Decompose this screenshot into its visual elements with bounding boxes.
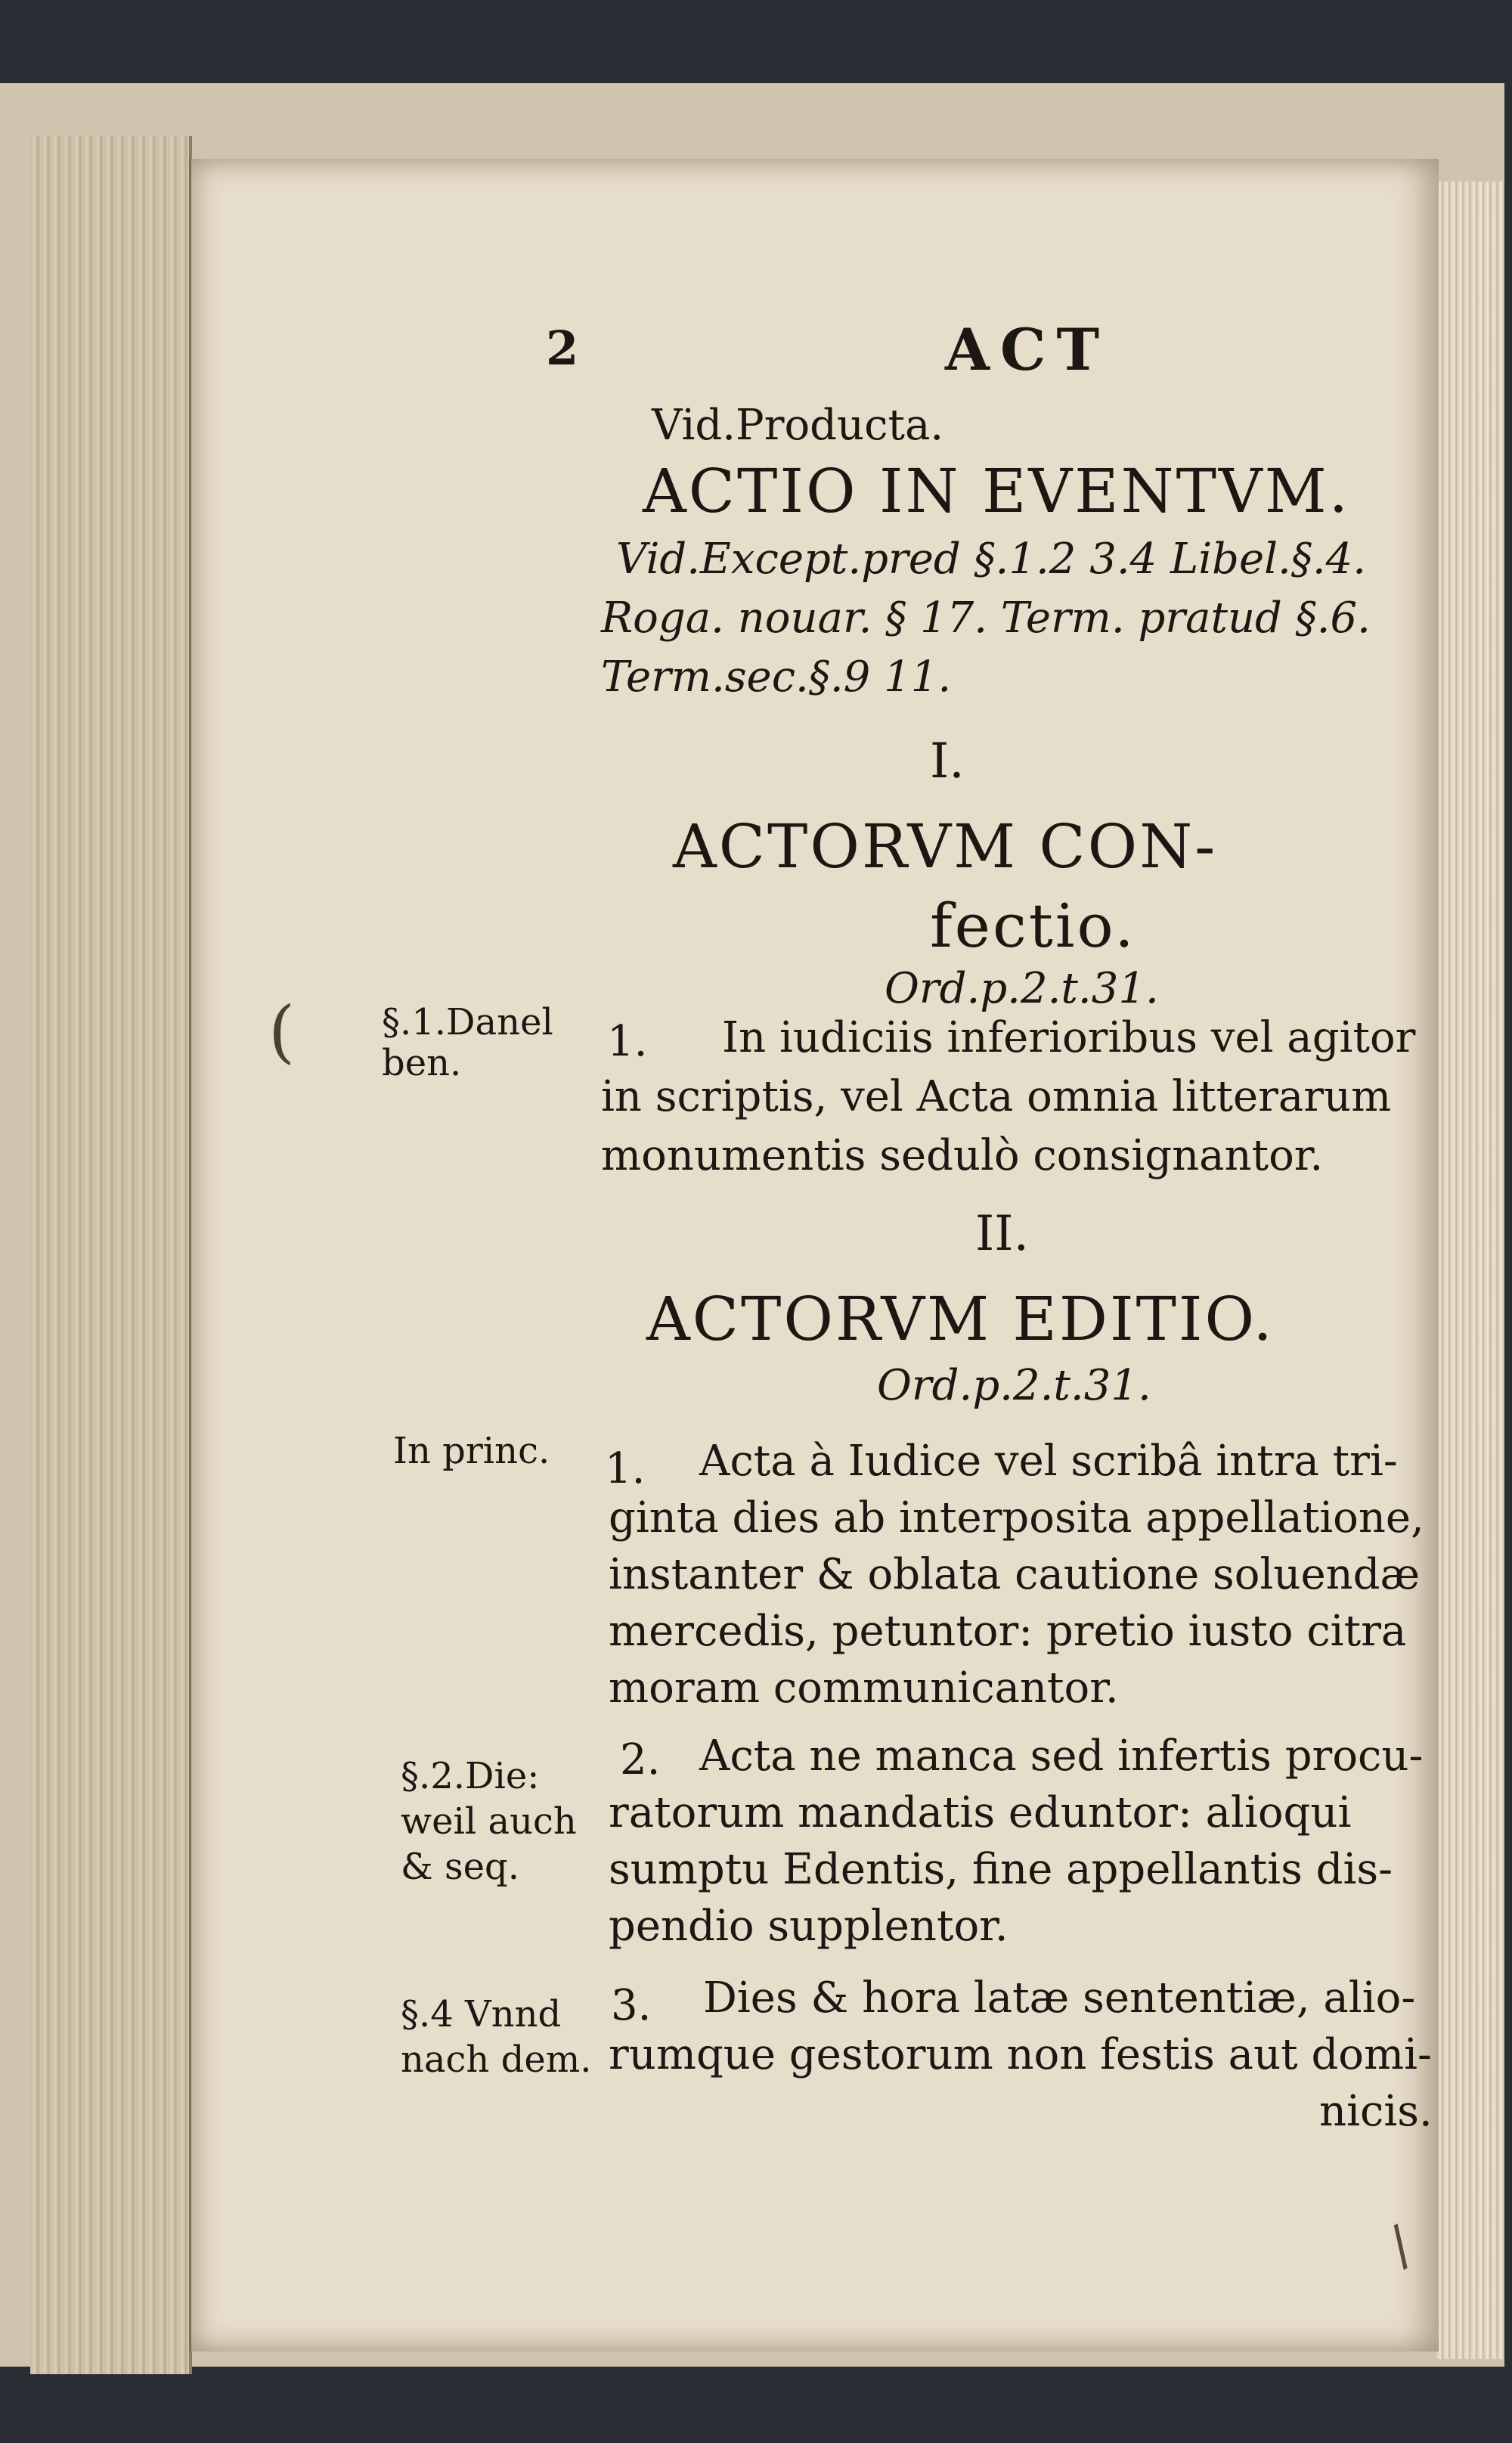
margin-note: weil auch: [401, 1800, 577, 1843]
section-heading: ACTORVM EDITIO.: [646, 1284, 1275, 1354]
ordinance-reference: Ord.p.2.t.31.: [885, 964, 1159, 1013]
cross-reference-line: Vid.Except.pred §.1.2 3.4 Libel.§.4.: [616, 535, 1367, 584]
section-heading: ACTORVM CON-: [673, 811, 1218, 882]
section-heading: fectio.: [930, 891, 1136, 961]
text-line: Acta ne manca sed infertis procu-: [699, 1731, 1424, 1781]
text-line: Acta à Iudice vel scribâ intra tri-: [699, 1437, 1398, 1486]
text-line: nicis.: [1319, 2087, 1433, 2136]
section-numeral: II.: [975, 1206, 1029, 1262]
item-number: 3.: [611, 1981, 652, 2030]
text-line: pendio supplentor.: [609, 1902, 1009, 1951]
running-head: ACT: [945, 316, 1111, 383]
text-line: monumentis sedulò consignantor.: [601, 1131, 1324, 1180]
margin-note: In princ.: [393, 1430, 550, 1472]
cross-reference-line: Term.sec.§.9 11.: [601, 653, 952, 702]
text-line: In iudiciis inferioribus vel agitor: [722, 1013, 1416, 1062]
text-line: ratorum mandatis eduntor: alioqui: [609, 1788, 1352, 1837]
item-number: 1.: [605, 1444, 646, 1493]
text-line: in scriptis, vel Acta omnia litterarum: [601, 1072, 1392, 1121]
cross-reference: Vid.Producta.: [652, 401, 944, 450]
item-number: 1.: [607, 1017, 648, 1066]
corner-mark: /: [1377, 2214, 1424, 2277]
text-line: mercedis, petuntor: pretio iusto citra: [609, 1607, 1407, 1656]
ordinance-reference: Ord.p.2.t.31.: [877, 1361, 1151, 1410]
margin-note: & seq.: [401, 1846, 520, 1888]
heading-actio: ACTIO IN EVENTVM.: [643, 456, 1351, 526]
margin-note: §.4 Vnnd: [401, 1993, 562, 2035]
margin-note: nach dem.: [401, 2038, 592, 2081]
text-line: moram communicantor.: [609, 1663, 1119, 1713]
text-line: ginta dies ab interposita appellatione,: [609, 1493, 1424, 1542]
cross-reference-line: Roga. nouar. § 17. Term. pratud §.6.: [601, 594, 1371, 643]
text-line: rumque gestorum non festis aut domi-: [609, 2030, 1432, 2079]
margin-note: §.2.Die:: [401, 1755, 540, 1797]
margin-note: §.1.Danel: [382, 1001, 553, 1043]
text-line: sumptu Edentis, fine appellantis dis-: [609, 1845, 1393, 1894]
item-number: 2.: [620, 1735, 661, 1784]
text-line: instanter & oblata cautione soluendæ: [609, 1550, 1421, 1599]
text-line: Dies & hora latæ sententiæ, alio-: [703, 1973, 1416, 2023]
margin-note: ben.: [382, 1042, 462, 1084]
section-numeral: I.: [930, 733, 965, 789]
pencil-mark: (: [268, 992, 296, 1071]
page-number: 2: [546, 321, 579, 376]
